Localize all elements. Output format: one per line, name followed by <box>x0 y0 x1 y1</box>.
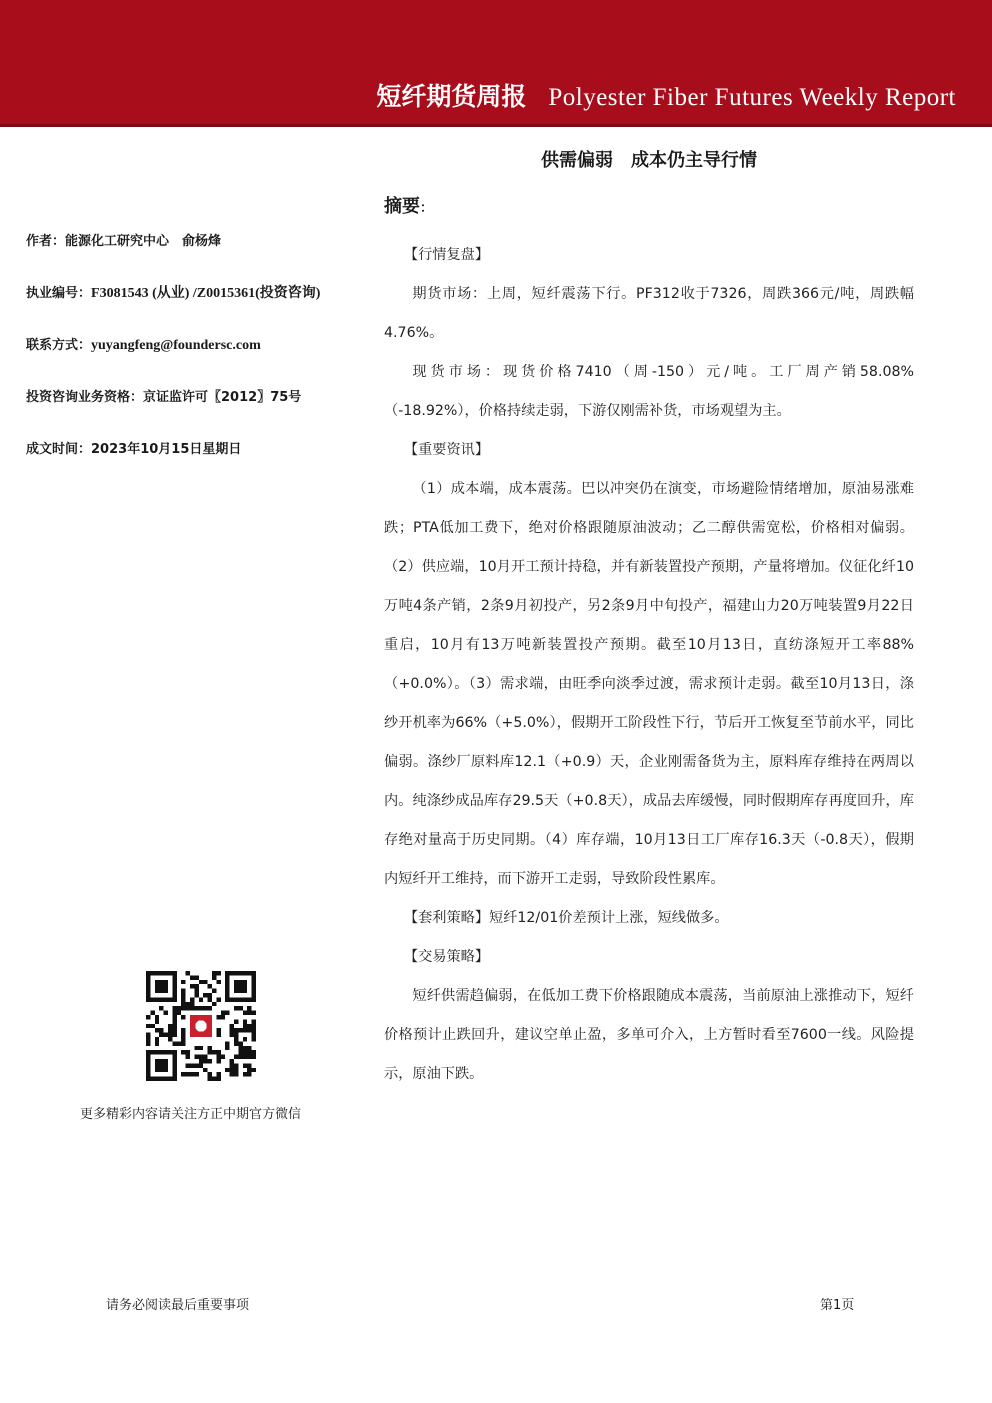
meta-label: 作者： <box>26 234 66 249</box>
paragraph-futures-market: 期货市场：上周，短纤震荡下行。PF312收于7326，周跌366元/吨，周跌幅4.76%。 <box>384 286 914 341</box>
report-header-title <box>376 82 956 113</box>
meta-value: yuyangfeng@foundersc.com <box>91 338 261 353</box>
meta-author <box>26 232 366 284</box>
meta-value: F3081543 (从业) /Z0015361(投资咨询) <box>91 286 321 301</box>
paragraph-trading-strategy: 短纤供需趋偏弱，在低加工费下价格跟随成本震荡，当前原油上涨推动下，短纤价格预计止跌回升，建议空单止盈，多单可介入，上方暂时看至7600一线。风险提示，原油下跌。 <box>384 988 914 1082</box>
summary-heading-text: 摘要 <box>384 196 420 217</box>
qr-caption-text: 更多精彩内容请关注方正中期官方微信 <box>80 1107 302 1122</box>
author-meta <box>26 232 366 492</box>
report-title: 供需偏弱 成本仍主导行情 <box>541 150 757 171</box>
header-divider <box>0 124 992 127</box>
meta-license-number <box>26 284 366 336</box>
section-heading-market-review: 【行情复盘】 <box>403 247 490 263</box>
meta-label: 成文时间： <box>26 442 92 457</box>
summary-body <box>384 236 914 1094</box>
meta-value: 能源化工研究中心 俞杨烽 <box>65 234 222 249</box>
meta-contact <box>26 336 366 388</box>
header-title-cn: 短纤期货周报 <box>376 82 527 111</box>
meta-label: 联系方式： <box>26 338 92 353</box>
page-number: 第1页 <box>820 1298 855 1313</box>
section-heading-key-news: 【重要资讯】 <box>403 442 490 458</box>
paragraph-arbitrage-strategy: 【套利策略】短纤12/01价差预计上涨，短线做多。 <box>403 910 729 926</box>
meta-label: 投资咨询业务资格： <box>26 390 144 405</box>
section-heading-trading-strategy: 【交易策略】 <box>403 949 490 965</box>
qr-code-icon <box>146 971 256 1081</box>
meta-value: 2023年10月15日星期日 <box>91 442 242 457</box>
meta-value: 京证监许可〖2012〗75号 <box>143 390 302 405</box>
footer-notice: 请务必阅读最后重要事项 <box>106 1298 250 1313</box>
header-title-en: Polyester Fiber Futures Weekly Report <box>548 84 956 111</box>
qr-caption <box>60 1103 410 1122</box>
paragraph-spot-market: 现货市场：现货价格7410（周-150）元/吨。工厂周产销58.08%（-18.92%），价格持续走弱，下游仅刚需补货，市场观望为主。 <box>384 364 914 419</box>
summary-heading <box>384 192 433 218</box>
meta-label: 执业编号： <box>26 286 92 301</box>
summary-heading-colon: ： <box>420 201 434 216</box>
paragraph-key-news: （1）成本端，成本震荡。巴以冲突仍在演变，市场避险情绪增加，原油易涨难跌；PTA低加工费下，绝对价格跟随原油波动；乙二醇供需宽松，价格相对偏弱。（2）供应端，10月开工预计持稳，并有新装置投产预期，产量将增加。仪征化纤10万吨4条产销，2条9月初投产，另2条9月中旬投产，福建山力20万吨装置9月22日重启，10月有13万吨新装置投产预期。截至10月13日，直纺涤短开工率88%（+0.0%）。（3）需求端，由旺季向淡季过渡，需求预计走弱。截至10月13日，涤纱开机率为66%（+5.0%），假期开工阶段性下行，节后开工恢复至节前水平，同比偏弱。涤纱厂原料库12.1（+0.9）天，企业刚需备货为主，原料库存维持在两周以内。纯涤纱成品库存29.5天（+0.8天），成品去库缓慢，同时假期库存再度回升，库存绝对量高于历史同期。（4）库存端，10月13日工厂库存16.3天（-0.8天），假期内短纤开工维持，而下游开工走弱，导致阶段性累库。 <box>384 481 914 887</box>
meta-date <box>26 440 366 492</box>
meta-qualification <box>26 388 366 440</box>
